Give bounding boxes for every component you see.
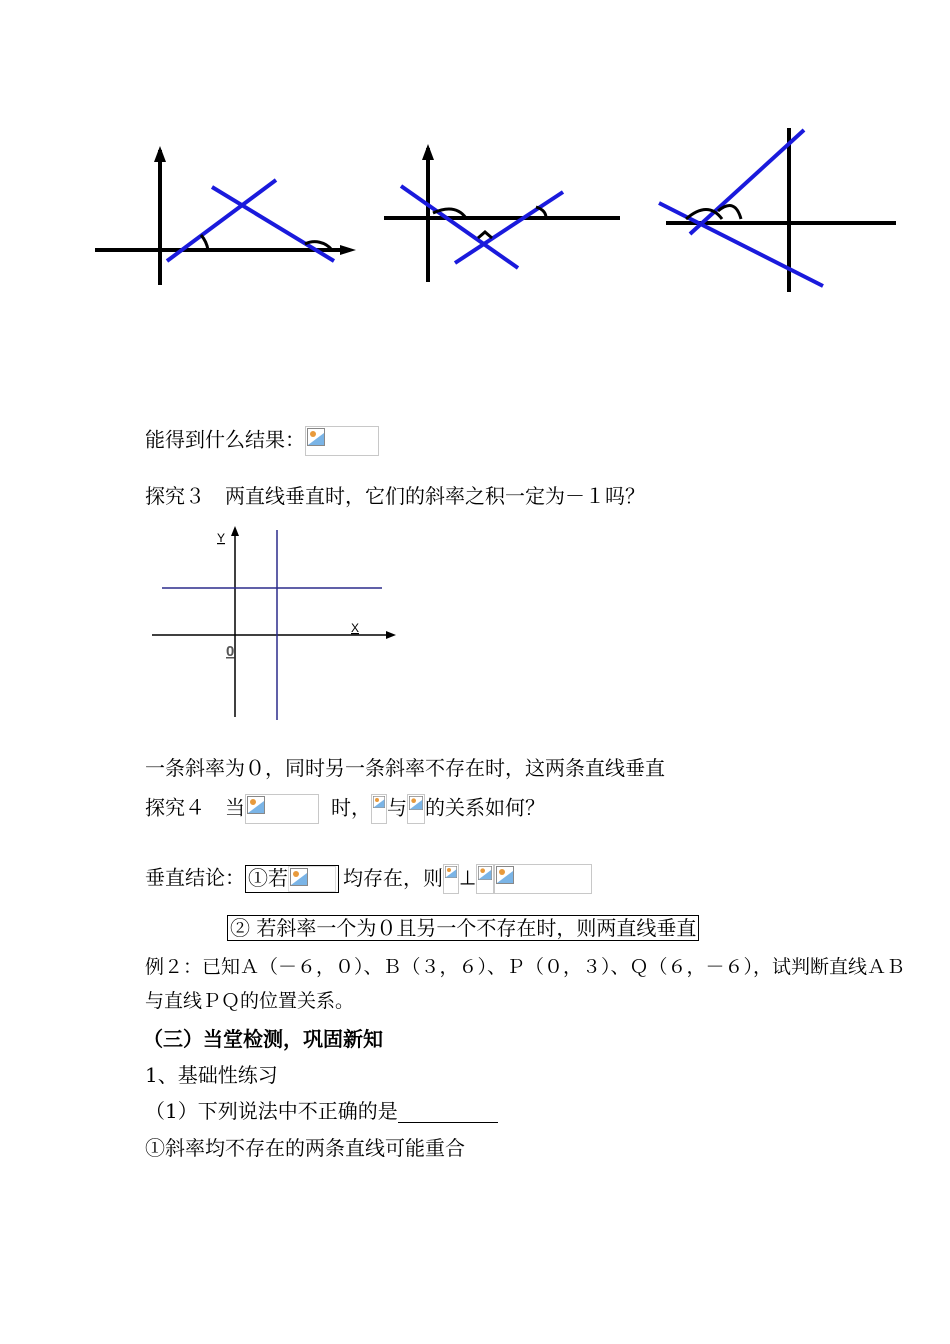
image-placeholder-result bbox=[305, 426, 379, 456]
fig2-y-arrow bbox=[422, 144, 434, 160]
perp-c1-start: ①若 bbox=[248, 865, 288, 890]
broken-image-icon bbox=[290, 868, 308, 886]
axes-y-label: Y bbox=[217, 531, 226, 545]
axes-figure bbox=[0, 520, 420, 730]
option-1-line: ①斜率均不存在的两条直线可能重合 bbox=[145, 1136, 465, 1160]
broken-image-icon bbox=[478, 866, 492, 880]
question-1-line bbox=[145, 1099, 498, 1123]
perp-c1-mid: 均存在，则 bbox=[343, 865, 443, 890]
image-placeholder-l1b bbox=[443, 864, 459, 894]
explore4-line bbox=[145, 794, 545, 824]
fig1-angle-arc-1 bbox=[201, 235, 208, 250]
perp-symbol: ⊥ bbox=[459, 865, 477, 890]
zero-slope-line: 一条斜率为０，同时另一条斜率不存在时，这两条直线垂直 bbox=[145, 756, 665, 780]
example2-line2: 与直线ＰＱ的位置关系。 bbox=[145, 990, 355, 1012]
axes-y-arrow bbox=[231, 526, 239, 536]
fig3-line-1 bbox=[690, 130, 804, 234]
broken-image-icon bbox=[307, 428, 325, 446]
axes-x-arrow bbox=[386, 631, 396, 639]
explore4-with: 与 bbox=[387, 795, 407, 820]
perp-condition-2-box: ② 若斜率一个为０且另一个不存在时，则两直线垂直 bbox=[227, 915, 699, 941]
answer-blank[interactable] bbox=[398, 1102, 498, 1123]
figure-3 bbox=[659, 128, 896, 292]
perp-condition-2-line bbox=[227, 916, 699, 940]
explore3-line: 探究３ 两直线垂直时，它们的斜率之积一定为－１吗？ bbox=[145, 484, 645, 508]
perp-conclusion-line bbox=[145, 864, 592, 894]
practice-title: 1、基础性练习 bbox=[145, 1063, 278, 1087]
image-placeholder-l1 bbox=[371, 794, 387, 824]
image-placeholder-product bbox=[494, 864, 592, 894]
explore4-mid: 时， bbox=[331, 795, 371, 820]
broken-image-icon bbox=[445, 866, 457, 878]
figure-1 bbox=[95, 146, 356, 285]
explore4-suffix: 的关系如何？ bbox=[425, 795, 545, 820]
fig2-line-2 bbox=[455, 192, 563, 263]
broken-image-icon bbox=[496, 866, 514, 884]
fig1-y-arrow bbox=[154, 146, 166, 162]
image-placeholder-l2b bbox=[476, 864, 494, 894]
broken-image-icon bbox=[373, 796, 385, 808]
axes-origin-label: 0 bbox=[226, 643, 235, 660]
perp-label: 垂直结论： bbox=[145, 865, 245, 890]
result-question-text: 能得到什么结果： bbox=[145, 427, 305, 452]
fig2-line-1 bbox=[401, 186, 518, 268]
broken-image-icon bbox=[409, 796, 423, 810]
example2-line1: 例２：已知Ａ（－６，０）、Ｂ（３，６）、Ｐ（０，３）、Ｑ（６，－６），试判断直线ＡＢ bbox=[145, 956, 906, 978]
fig1-x-arrow bbox=[340, 245, 356, 255]
image-placeholder-condition bbox=[245, 794, 319, 824]
axes-x-label: X bbox=[351, 621, 360, 635]
explore4-prefix: 探究４ 当 bbox=[145, 795, 245, 820]
image-placeholder-l2 bbox=[407, 794, 425, 824]
figure-row-intersecting-lines bbox=[0, 0, 950, 320]
result-question-line bbox=[145, 426, 379, 456]
question-1-text: （1）下列说法中不正确的是 bbox=[145, 1099, 398, 1123]
image-placeholder-k bbox=[288, 866, 336, 892]
broken-image-icon bbox=[247, 796, 265, 814]
perp-condition-1-box bbox=[245, 865, 339, 894]
figure-2 bbox=[384, 144, 620, 282]
fig2-right-angle-mark bbox=[478, 232, 492, 238]
section3-title: （三）当堂检测，巩固新知 bbox=[143, 1027, 383, 1051]
